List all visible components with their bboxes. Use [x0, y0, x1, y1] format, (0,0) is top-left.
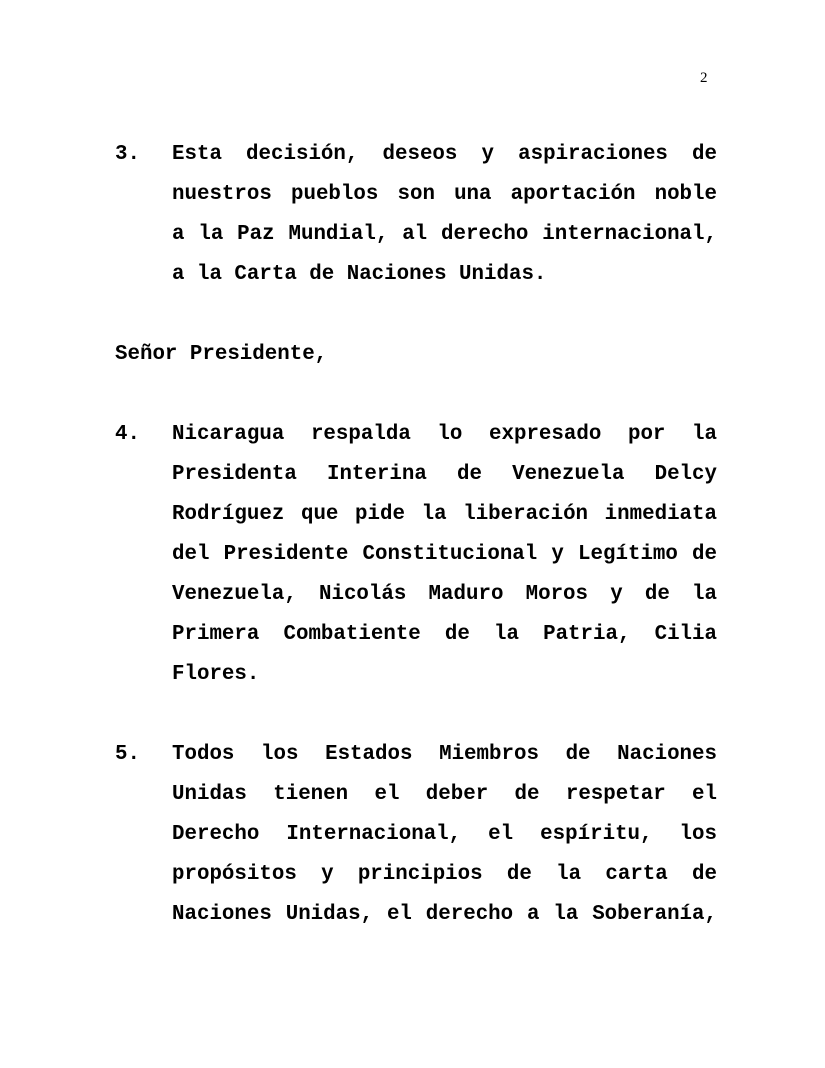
text-line: del Presidente Constitucional y Legítimo de [172, 543, 717, 566]
paragraph-text [172, 735, 717, 935]
paragraph-text [172, 135, 717, 295]
text-line: a la Carta de Naciones Unidas. [172, 263, 547, 286]
paragraph-number: 5. [115, 743, 140, 766]
text-line: Derecho Internacional, el espíritu, los [172, 823, 717, 846]
page-number: 2 [700, 70, 708, 86]
text-line: a la Paz Mundial, al derecho internacional, [172, 223, 717, 246]
text-line: Todos los Estados Miembros de Naciones [172, 743, 717, 766]
paragraph-4 [0, 415, 825, 695]
paragraph-text [172, 415, 717, 695]
salutation: Señor Presidente, [115, 343, 328, 366]
text-line: Naciones Unidas, el derecho a la Soberanía, [172, 903, 717, 926]
text-line: Primera Combatiente de la Patria, Cilia [172, 623, 717, 646]
paragraph-5 [0, 735, 825, 935]
paragraph-number: 4. [115, 423, 140, 446]
text-line: Nicaragua respalda lo expresado por la [172, 423, 717, 446]
text-line: Unidas tienen el deber de respetar el [172, 783, 717, 806]
text-line: propósitos y principios de la carta de [172, 863, 717, 886]
text-line: Esta decisión, deseos y aspiraciones de [172, 143, 717, 166]
paragraph-3 [0, 135, 825, 295]
paragraph-number: 3. [115, 143, 140, 166]
text-line: nuestros pueblos son una aportación noble [172, 183, 717, 206]
text-line: Flores. [172, 663, 260, 686]
text-line: Venezuela, Nicolás Maduro Moros y de la [172, 583, 717, 606]
text-line: Presidenta Interina de Venezuela Delcy [172, 463, 717, 486]
text-line: Rodríguez que pide la liberación inmediata [172, 503, 717, 526]
